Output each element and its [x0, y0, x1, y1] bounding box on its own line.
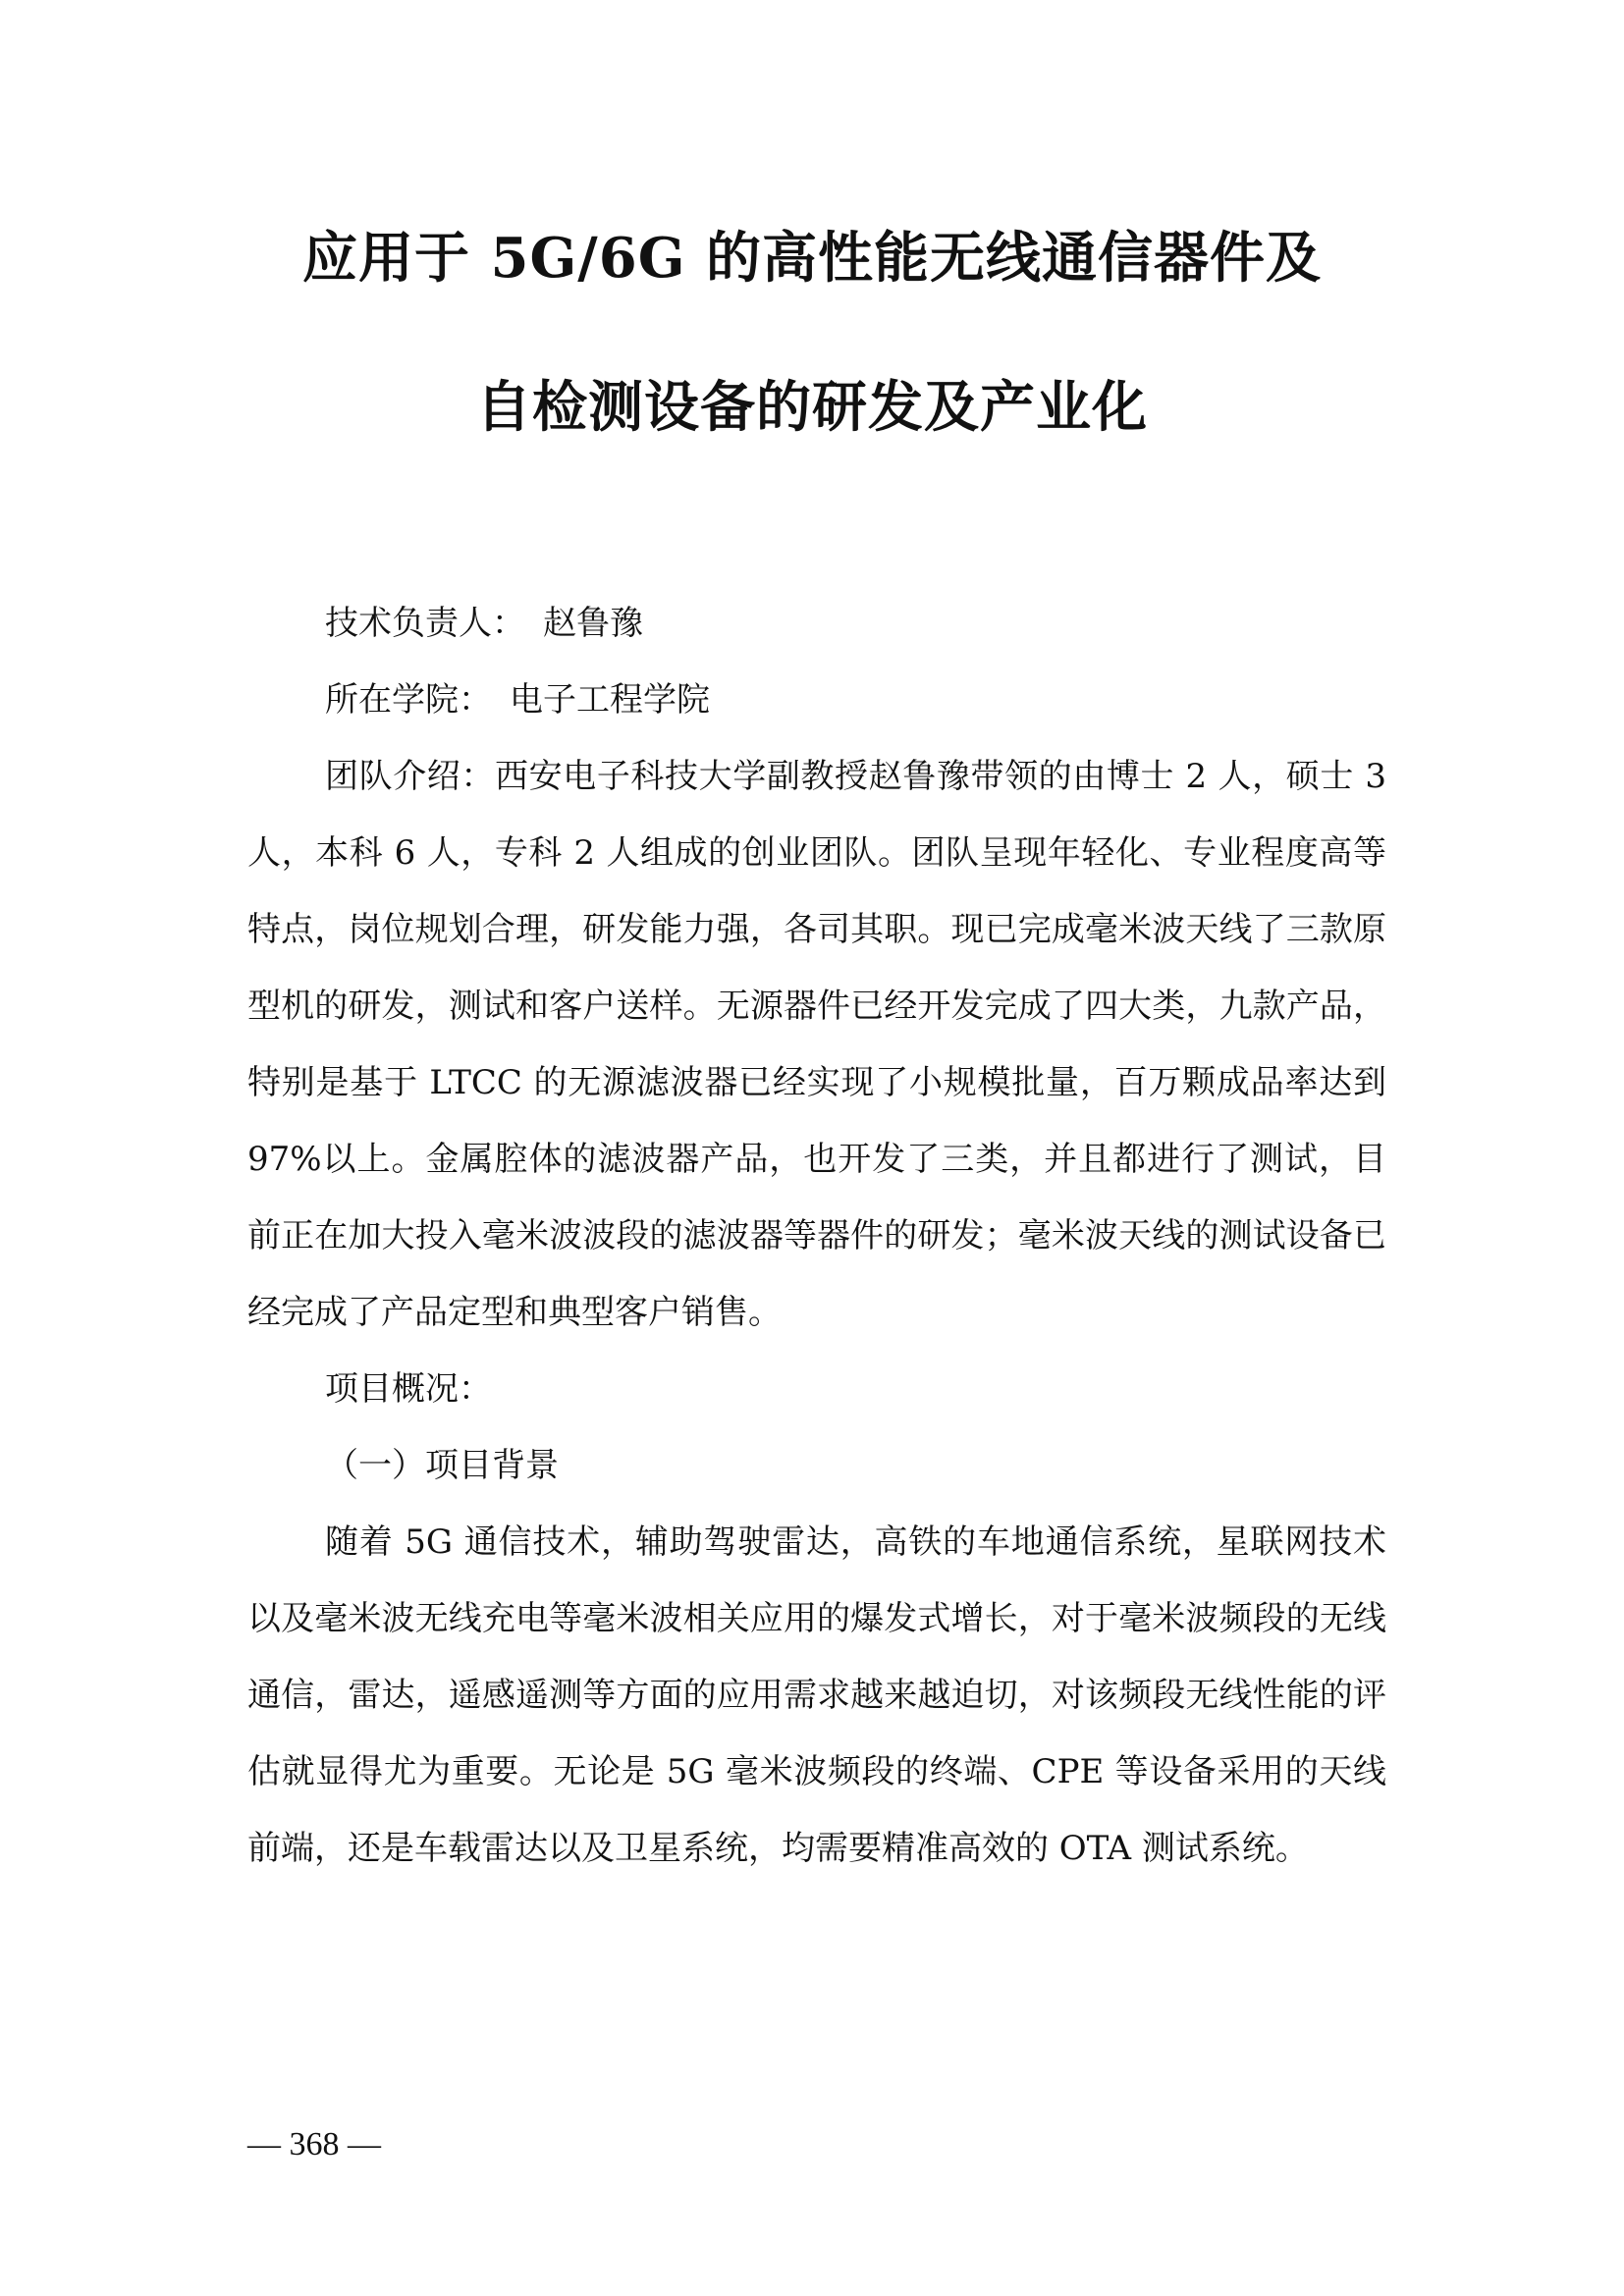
overview-heading: 项目概况：	[325, 1369, 492, 1409]
page-number: — 368 —	[247, 2126, 381, 2163]
title-line-1: 应用于 5G/6G 的高性能无线通信器件及	[301, 226, 1323, 291]
college-line	[247, 662, 1386, 738]
college-label: 所在学院：	[325, 680, 492, 720]
leader-line	[247, 585, 1386, 662]
leader-label: 技术负责人：	[325, 604, 525, 643]
team-intro-paragraph: 团队介绍：西安电子科技大学副教授赵鲁豫带领的由博士 2 人，硕士 3 人，本科 6 人，专科 2 人组成的创业团队。团队呈现年轻化、专业程度高等特点，岗位规划合理，研发能力强，各司其职。现已完成毫米波天线了三款原型机的研发，测试和客户送样。无源器件已经开发完成了四大类，九款产品，特别是基于 LTCC 的无源滤波器已经实现了小规模批量，百万颗成品率达到 97%以上。金属腔体的滤波器产品，也开发了三类，并且都进行了测试，目前正在加大投入毫米波波段的滤波器等器件的研发；毫米波天线的测试设备已经完成了产品定型和典型客户销售。	[247, 757, 1386, 1332]
title-line-2: 自检测设备的研发及产业化	[476, 375, 1148, 440]
section-heading: （一）项目背景	[325, 1446, 559, 1485]
document-body	[247, 585, 1386, 1887]
college-value: 电子工程学院	[510, 680, 710, 720]
background-paragraph: 随着 5G 通信技术，辅助驾驶雷达，高铁的车地通信系统，星联网技术以及毫米波无线充电等毫米波相关应用的爆发式增长，对于毫米波频段的无线通信，雷达，遥感遥测等方面的应用需求越来越迫切，对该频段无线性能的评估就显得尤为重要。无论是 5G 毫米波频段的终端、CPE 等设备采用的天线前端，还是车载雷达以及卫星系统，均需要精准高效的 OTA 测试系统。	[247, 1522, 1386, 1868]
leader-value: 赵鲁豫	[543, 604, 643, 643]
